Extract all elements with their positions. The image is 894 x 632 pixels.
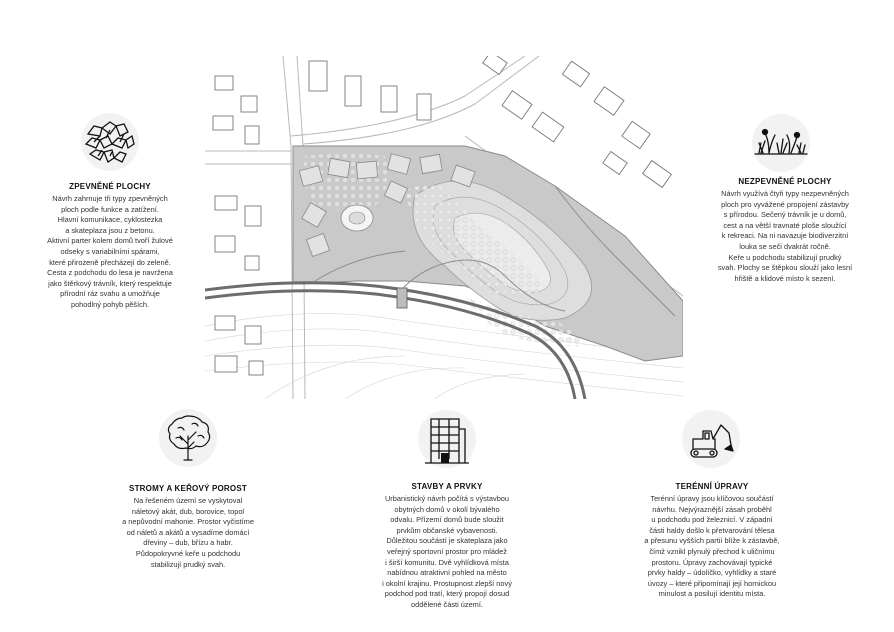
unpaved-surfaces-block xyxy=(700,177,870,284)
tree-icon xyxy=(158,408,218,468)
buildings-text: Urbanistický návrh počítá s výstavbou obytných domů v okolí bývalého odvalu. Přízemí domů bude sloužit prvkům občanské vybavenosti. Důležitou součástí je skateplaza jako veřejný sportovní prostor pro mládež i širší komunitu. Dvě vyhlídková místa nabídnou atraktivní pohled na město i okolní krajinu. Prostupnost zlepší nový podchod pod tratí, který propojí dosud oddělené části území. xyxy=(382,494,512,609)
paved-surfaces-text: Návrh zahrnuje tři typy zpevněných ploch podle funkce a zatížení. Hlavní komunikace, cyklostezka a skateplaza jsou z betonu. Aktivní parter kolem domů tvoří žulové odseky s variabilními spárami, které přirozeně přecházejí do zeleně. Cesta z podchodu do lesa je navržena jako štěrkový trávník, který respektuje přírodní ráz svahu a umožňuje pohodlný pohyb pěších. xyxy=(47,194,173,309)
terrain-text: Terénní úpravy jsou klíčovou součástí návrhu. Nejvýraznější zásah proběhl u podchodu pod železnicí. V západní části haldy došlo k přetvarování tělesa a přesunu vyšších partií blíže k zástavbě, čímž vznikl plynulý přechod k uličnímu prostoru. Úpravy zachovávají typické prvky haldy – údolíčko, vyhlídky a staré úvozy – které připomínají její hornickou minulost a posilují identitu místa. xyxy=(644,494,780,599)
unpaved-surfaces-text: Návrh využívá čtyři typy nezpevněných ploch pro vyvážené propojení zástavby s přírodou. Sečený trávník je u domů, cest a na větší travnaté ploše sloužící k rekreaci. Na ni navazuje biodiverzitní louka se seči dvakrát ročně. Keře u podchodu stabilizují prudký svah. Plochy se štěpkou slouží jako lesní hřiště a klidové místo k sezení. xyxy=(717,189,853,283)
trees-text: Na řešeném území se vyskytoval náletový akát, dub, borovice, topol a nepůvodní mahonie. Prostor vyčistíme od náletů a akátů a vysadíme domácí dřeviny – dub, břízu a habr. Půdopokryvné keře u podchodu stabilizují prudký svah. xyxy=(122,496,254,569)
terrain-block xyxy=(622,482,802,600)
unpaved-surfaces-title: NEZPEVNĚNÉ PLOCHY xyxy=(738,177,832,186)
grass-plants-icon xyxy=(751,113,811,173)
paved-surfaces-block xyxy=(30,182,190,311)
excavator-icon xyxy=(681,409,741,469)
trees-block xyxy=(108,484,268,570)
trees-title: STROMY A KEŘOVÝ POROST xyxy=(129,484,247,493)
buildings-block xyxy=(360,482,534,611)
site-plan-map xyxy=(205,56,683,399)
building-icon xyxy=(417,409,477,469)
paved-surfaces-title: ZPEVNĚNÉ PLOCHY xyxy=(69,182,151,191)
buildings-title: STAVBY A PRVKY xyxy=(411,482,483,491)
terrain-title: TERÉNNÍ ÚPRAVY xyxy=(675,482,749,491)
paving-stones-icon xyxy=(80,112,140,172)
